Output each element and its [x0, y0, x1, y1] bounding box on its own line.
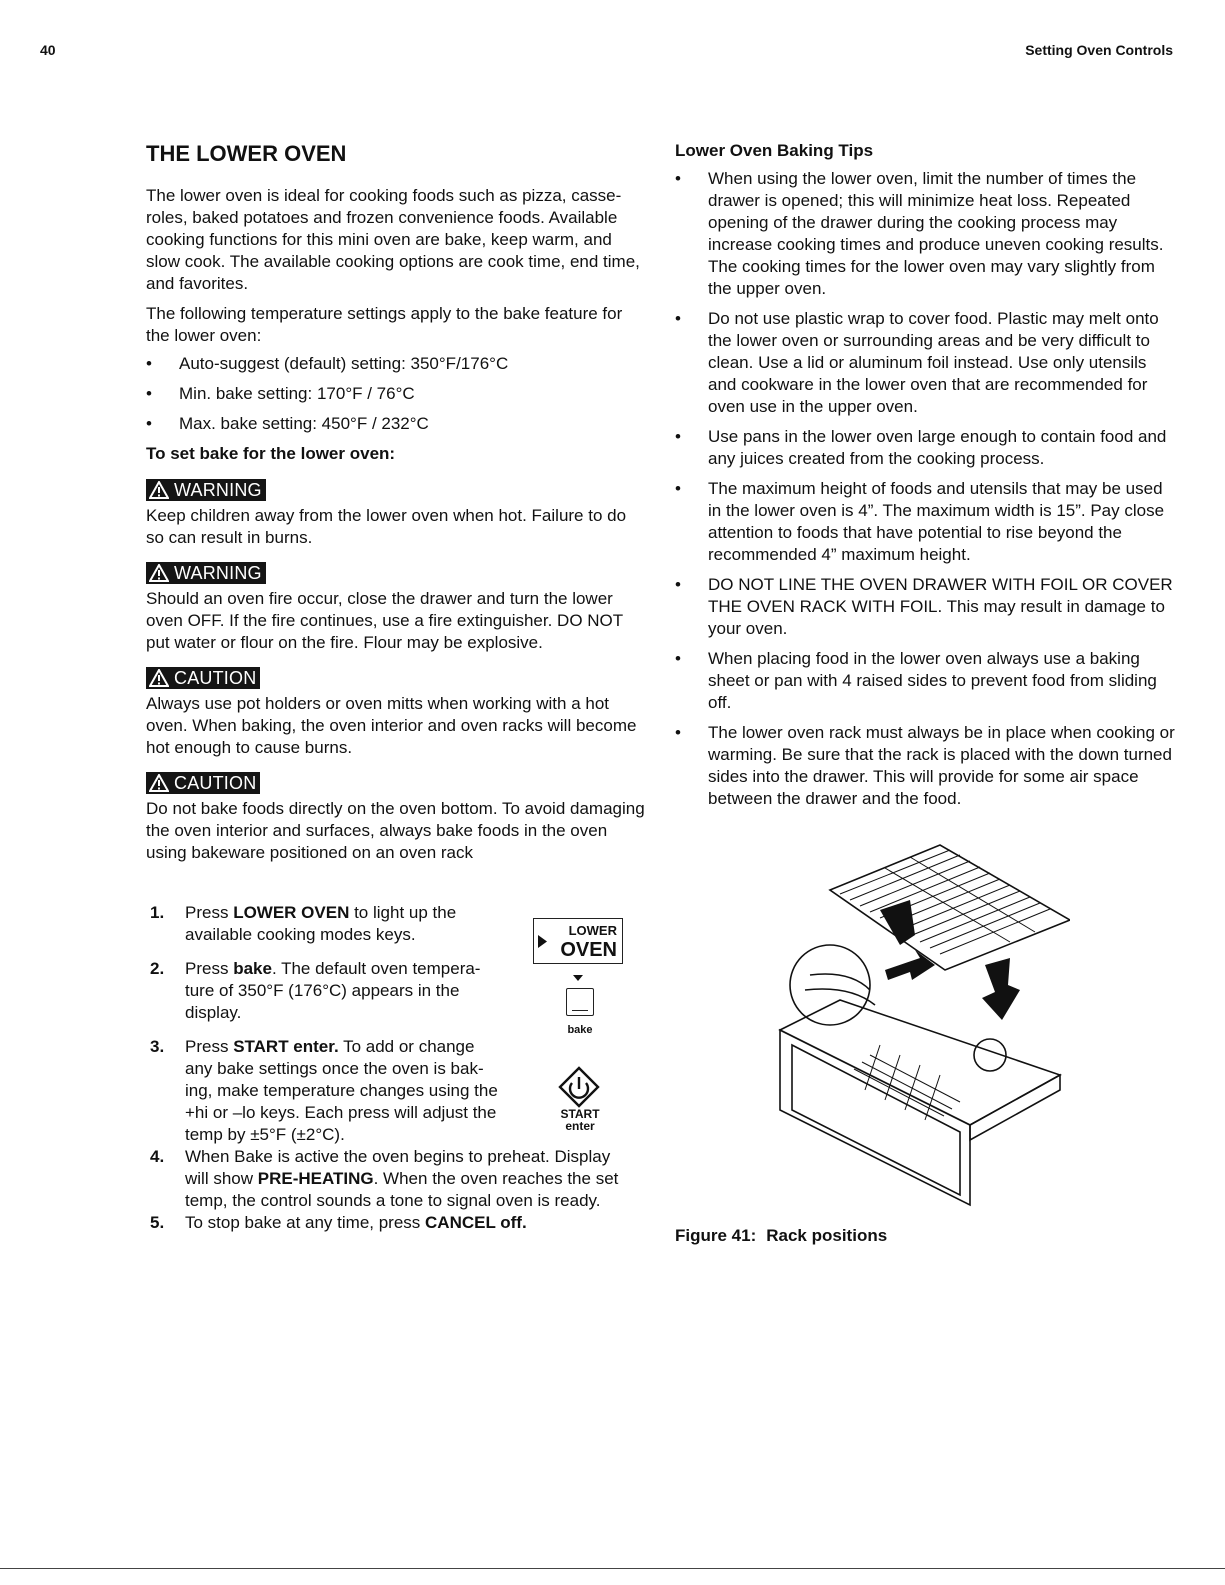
section-header: Setting Oven Controls — [1025, 42, 1173, 58]
figure-caption: Figure 41: Rack positions — [675, 1226, 888, 1245]
caution-text: Always use pot holders or oven mitts when working with a hot oven. When baking, the oven interior and oven racks will become hot enough to cause burns. — [146, 694, 637, 757]
warning-badge: WARNING — [146, 479, 266, 501]
list-item: • The maximum height of foods and utensils that may be used in the lower oven is 4”. The maximum width is 15”. Pay close attention to foods that have potential to rise beyond the recommended 4” maximum height. — [675, 479, 1165, 564]
warning-badge: WARNING — [146, 562, 266, 584]
warning-triangle-icon — [149, 481, 169, 499]
warning-triangle-icon — [149, 669, 169, 687]
page-number: 40 — [40, 42, 56, 58]
step-item: 1. Press LOWER OVEN to light up the available cooking modes keys. — [150, 903, 457, 944]
caution-text: Do not bake foods directly on the oven bottom. To avoid damaging the oven interior and surfaces, always bake foods in the oven using bakeware positioned on an oven rack — [146, 799, 645, 862]
warning-triangle-icon — [149, 564, 169, 582]
list-item: • Use pans in the lower oven large enough to contain food and any juices created from the cooking process. — [675, 427, 1167, 468]
list-item: • Auto-suggest (default) setting: 350°F/176°C — [146, 354, 509, 373]
rack-drawer-illustration — [770, 840, 1070, 1215]
start-key-label: START enter — [560, 1107, 600, 1133]
step-item: 2. Press bake. The default oven tempera-ture of 350°F (176°C) appears in the display. — [150, 959, 481, 1022]
bake-key-label: bake — [567, 1024, 593, 1036]
step-item: 3. Press START enter. To add or change any bake settings once the oven is bak-ing, make temperature changes using the +hi or –lo keys. Each press will adjust the temp by ±5°F (±2°C). — [150, 1037, 498, 1144]
list-item: • When placing food in the lower oven always use a baking sheet or pan with 4 raised sides to prevent food from sliding off. — [675, 649, 1157, 712]
baking-tips-heading: Lower Oven Baking Tips — [675, 141, 874, 160]
step-item: 5. To stop bake at any time, press CANCEL off. — [150, 1213, 527, 1232]
step-item: 4. When Bake is active the oven begins to preheat. Display will show PRE-HEATING. When the oven reaches the set temp, the control sounds a tone to signal oven is ready. — [150, 1147, 619, 1210]
set-bake-heading: To set bake for the lower oven: — [146, 444, 396, 463]
temperature-intro: The following temperature settings apply to the bake feature for the lower oven: — [146, 304, 623, 345]
play-arrow-icon — [538, 935, 547, 948]
warning-triangle-icon — [149, 774, 169, 792]
list-item: • Max. bake setting: 450°F / 232°C — [146, 414, 429, 433]
warning-text: Should an oven fire occur, close the drawer and turn the lower oven OFF. If the fire continues, use a fire extinguisher. DO NOT put water or flour on the fire. Flour may be explosive. — [146, 589, 623, 652]
baking-tips-list — [675, 168, 1175, 810]
warning-text: Keep children away from the lower oven when hot. Failure to do so can result in burns. — [146, 506, 627, 547]
caution-badge: CAUTION — [146, 772, 260, 794]
left-column — [146, 140, 646, 864]
right-column — [675, 140, 1175, 818]
down-arrow-icon — [572, 974, 584, 982]
intro-paragraph: The lower oven is ideal for cooking foods such as pizza, casse-roles, baked potatoes and frozen convenience foods. Available cooking functions for this mini oven are bake, keep warm, and slow cook. The available cooking options are cook time, end time, and favorites. — [146, 186, 640, 293]
caution-badge: CAUTION — [146, 667, 260, 689]
temperature-list — [146, 353, 646, 435]
list-item: • Min. bake setting: 170°F / 76°C — [146, 384, 415, 403]
bake-key-icon — [566, 988, 594, 1016]
bottom-divider — [0, 1568, 1225, 1569]
list-item: • The lower oven rack must always be in place when cooking or warming. Be sure that the rack is placed with the down turned sides into the drawer. This will provide for some air space between the drawer and the food. — [675, 723, 1175, 808]
list-item: • When using the lower oven, limit the number of times the drawer is opened; this will minimize heat loss. Repeated opening of the drawer during the cooking process may increase cooking times and produce uneven cooking results. The cooking times for the lower oven may vary slightly from the upper oven. — [675, 169, 1164, 298]
list-item: • Do not use plastic wrap to cover food. Plastic may melt onto the lower oven or surrounding areas and be very difficult to clean. Use a lid or aluminum foil instead. Use only utensils and cookware in the lower oven that are recommended for oven use in the upper oven. — [675, 309, 1159, 416]
page-title: THE LOWER OVEN — [146, 141, 347, 166]
lower-oven-key-icon: LOWER OVEN — [533, 918, 623, 964]
start-key-icon — [558, 1066, 600, 1108]
list-item: • DO NOT LINE THE OVEN DRAWER WITH FOIL OR COVER THE OVEN RACK WITH FOIL. This may result in damage to your oven. — [675, 575, 1173, 638]
